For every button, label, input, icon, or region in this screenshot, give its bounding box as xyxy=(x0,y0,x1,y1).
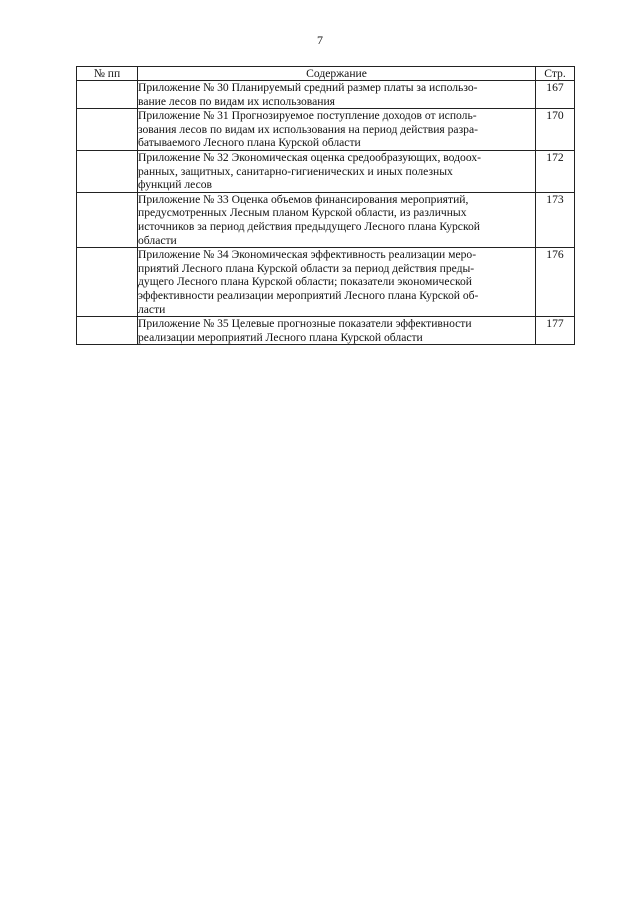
row-page-cell: 177 xyxy=(536,317,575,345)
content-line: функций лесов xyxy=(138,178,213,192)
content-line: источников за период действия предыдущего Лесного плана Курской xyxy=(138,219,480,233)
content-line: батываемого Лесного плана Курской области xyxy=(138,136,361,150)
row-number-cell xyxy=(77,192,138,247)
row-content-cell xyxy=(138,317,536,345)
content-line: Приложение № 32 Экономическая оценка средообразующих, водоох- xyxy=(138,150,481,164)
row-page-cell: 170 xyxy=(536,109,575,151)
row-content-cell xyxy=(138,81,536,109)
content-line: Приложение № 31 Прогнозируемое поступление доходов от исполь- xyxy=(138,109,477,123)
row-number-cell xyxy=(77,248,138,317)
content-line: зования лесов по видам их использования на период действия разра- xyxy=(138,122,478,136)
table-row xyxy=(77,109,575,151)
row-content-cell xyxy=(138,150,536,192)
content-line: реализации мероприятий Лесного плана Курской области xyxy=(138,330,423,344)
row-number-cell xyxy=(77,317,138,345)
content-line: ласти xyxy=(138,302,166,316)
table-row xyxy=(77,192,575,247)
page-number: 7 xyxy=(317,33,323,47)
contents-table xyxy=(76,66,575,345)
table-header-row xyxy=(77,67,575,81)
content-line: приятий Лесного плана Курской области за период действия преды- xyxy=(138,261,475,275)
header-content: Содержание xyxy=(138,67,536,81)
content-line: дущего Лесного плана Курской области; показатели экономической xyxy=(138,275,472,289)
content-line: Приложение № 33 Оценка объемов финансирования мероприятий, xyxy=(138,192,469,206)
row-page-cell: 172 xyxy=(536,150,575,192)
content-line: предусмотренных Лесным планом Курской области, из различных xyxy=(138,206,467,220)
row-page-cell: 176 xyxy=(536,248,575,317)
content-line: Приложение № 30 Планируемый средний размер платы за использо- xyxy=(138,81,478,94)
row-content-cell xyxy=(138,192,536,247)
content-line: вание лесов по видам их использования xyxy=(138,94,336,108)
content-line: Приложение № 35 Целевые прогнозные показатели эффективности xyxy=(138,317,472,331)
content-line: области xyxy=(138,233,177,247)
header-page: Стр. xyxy=(536,67,575,81)
row-page-cell: 173 xyxy=(536,192,575,247)
row-page-cell: 167 xyxy=(536,81,575,109)
row-content-cell xyxy=(138,109,536,151)
table-row xyxy=(77,81,575,109)
row-number-cell xyxy=(77,109,138,151)
row-number-cell xyxy=(77,81,138,109)
table-row xyxy=(77,317,575,345)
table-row xyxy=(77,150,575,192)
content-line: ранных, защитных, санитарно-гигиенических и иных полезных xyxy=(138,164,453,178)
row-number-cell xyxy=(77,150,138,192)
content-line: Приложение № 34 Экономическая эффективность реализации меро- xyxy=(138,248,477,262)
header-number: № пп xyxy=(77,67,138,81)
content-line: эффективности реализации мероприятий Лесного плана Курской об- xyxy=(138,288,479,302)
table-row xyxy=(77,248,575,317)
row-content-cell xyxy=(138,248,536,317)
